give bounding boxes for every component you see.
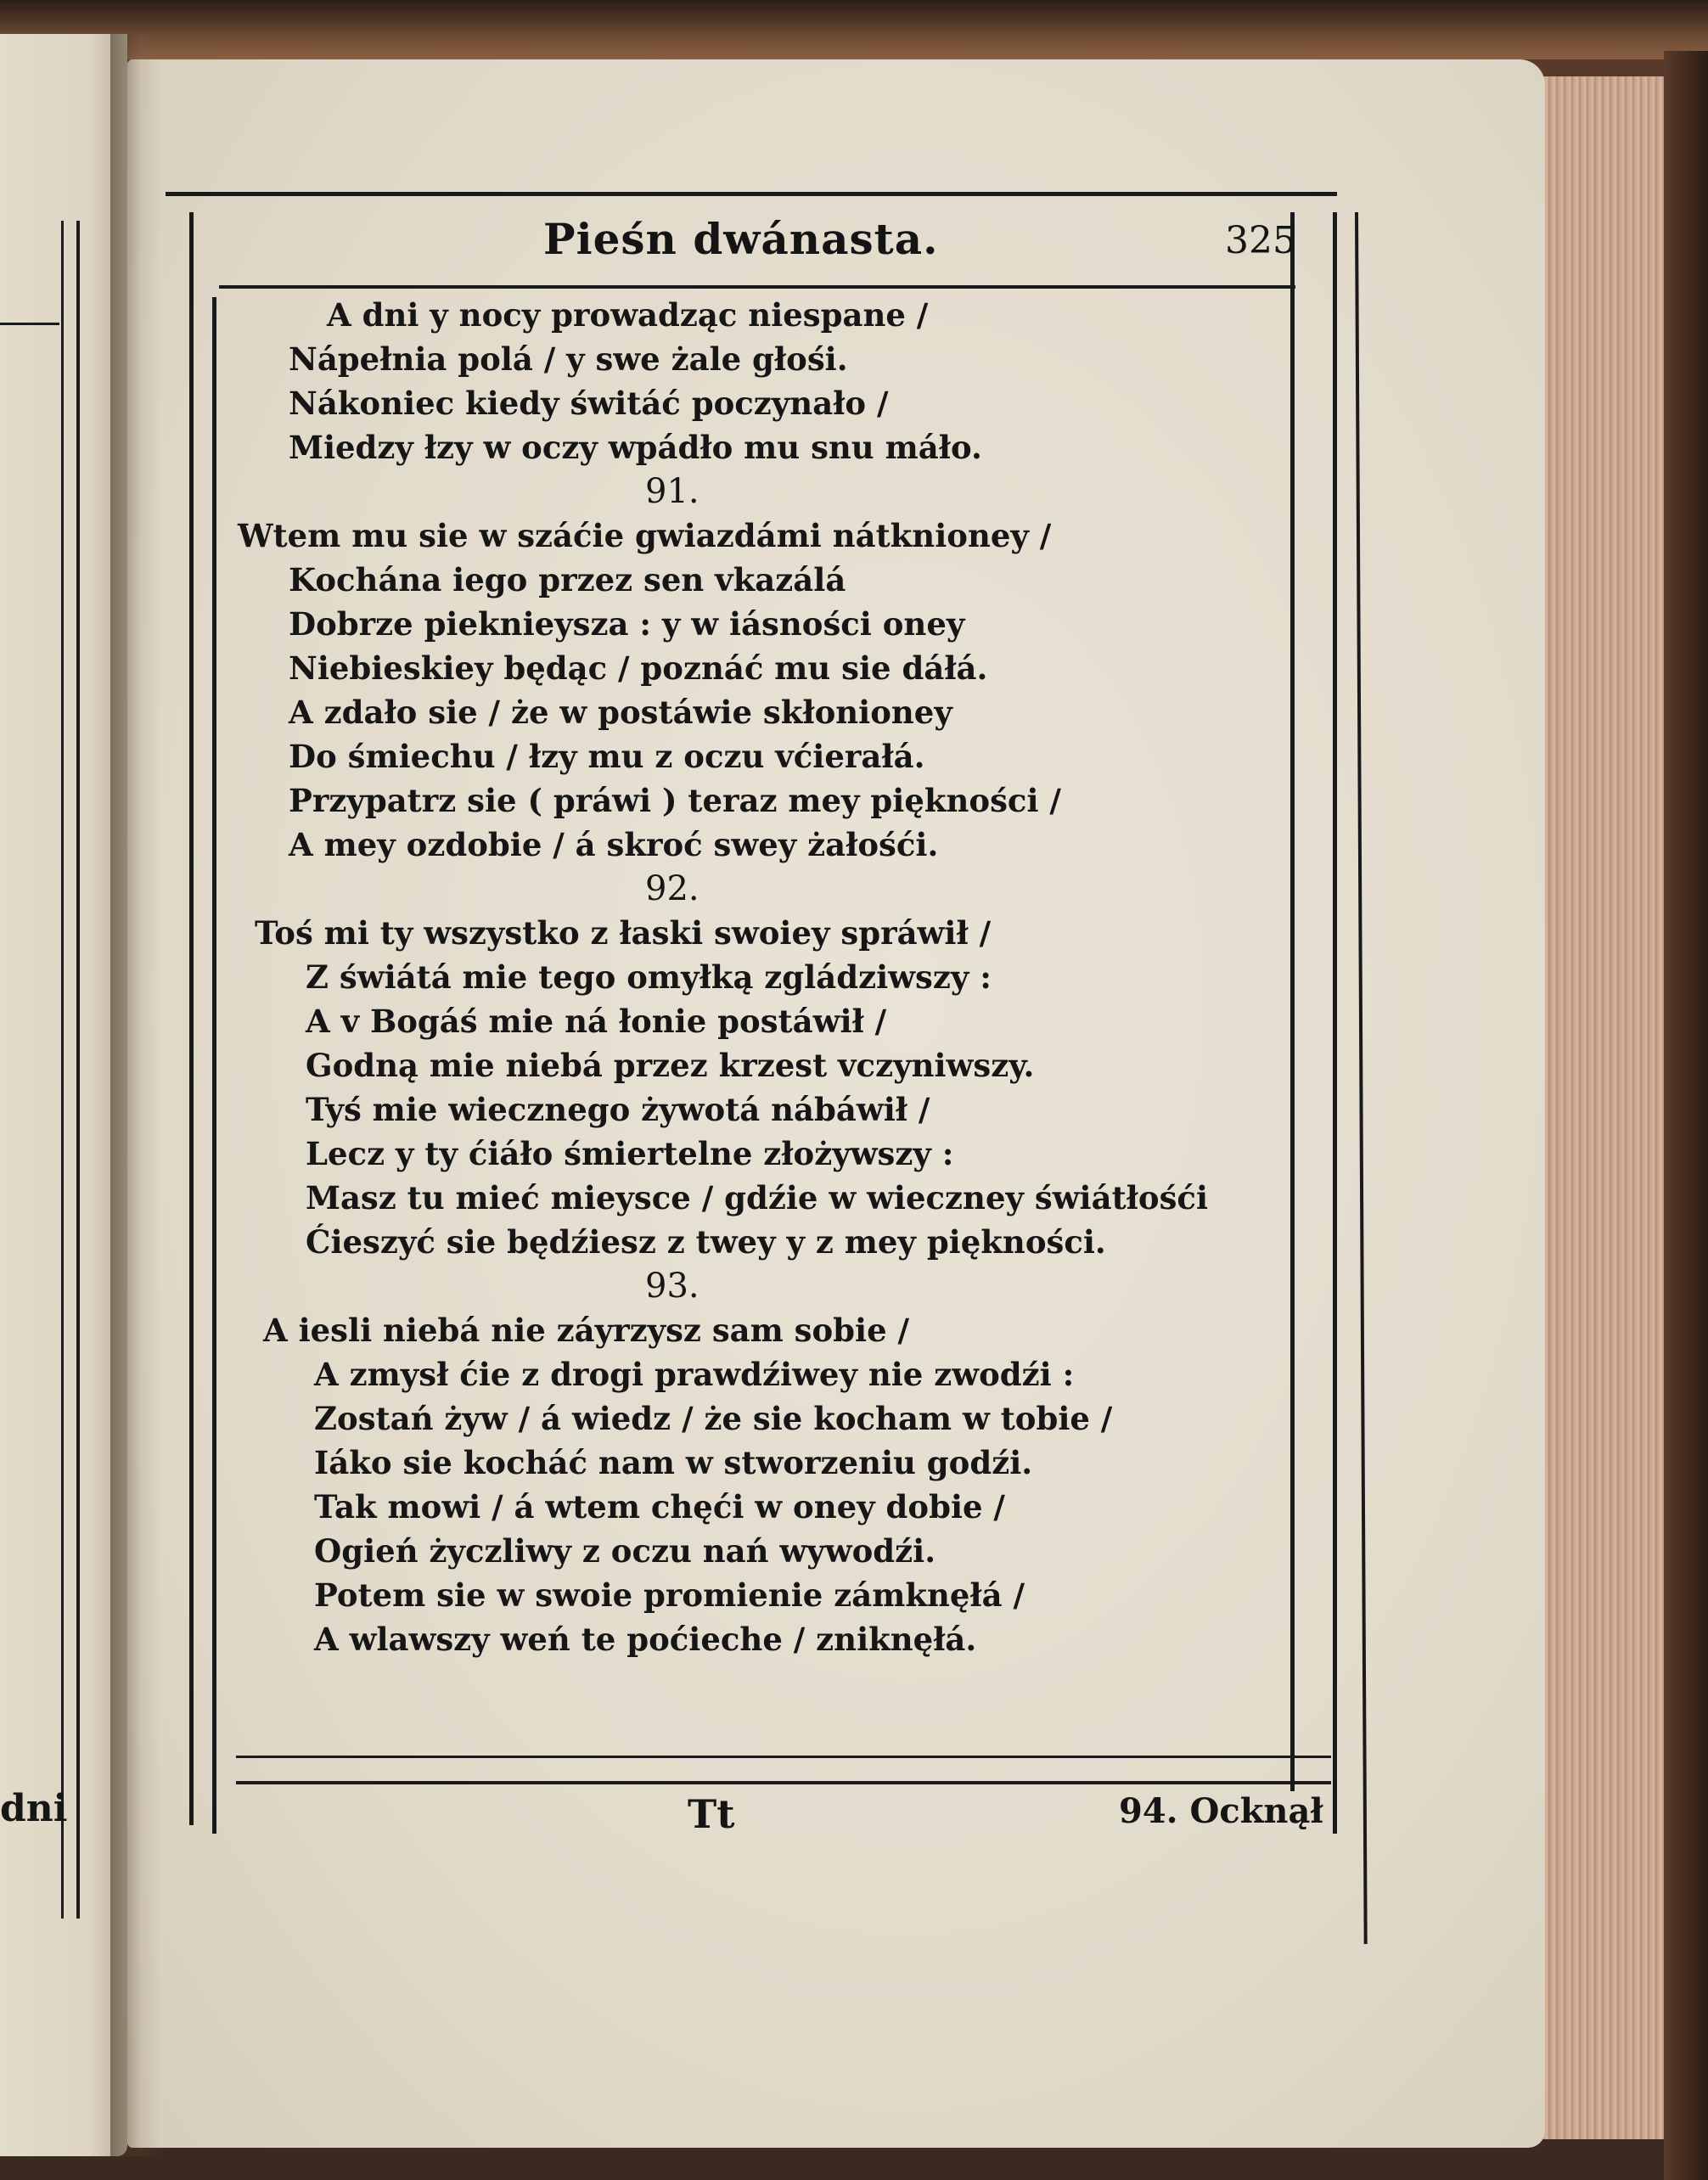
signature-mark: Tt (688, 1791, 735, 1837)
verse-line: Lecz y ty ćiáło śmiertelne złożywszy : (306, 1135, 954, 1172)
stanza-number: 92. (645, 869, 699, 908)
verse-line: Ogień życzliwy z oczu nań wywodźi. (314, 1532, 936, 1570)
frame-rule-right (1333, 212, 1337, 1834)
left-page-rule (76, 221, 80, 1919)
verse-line: Masz tu mieć mieysce / gdźie w wieczney świátłośći (306, 1179, 1209, 1216)
left-page-rule (0, 323, 59, 325)
verse-line: Potem sie w swoie promienie zámknęłá / (314, 1576, 1025, 1614)
running-title: Pieśn dwánasta. (543, 214, 939, 264)
page-number: 325 (1225, 219, 1296, 262)
verse-line: Z świátá mie tego omyłką zgládziwszy : (306, 958, 992, 996)
verse-line: A wlawszy weń te poćieche / zniknęłá. (314, 1621, 977, 1658)
verse-line: Nápełnia polá / y swe żale głośi. (289, 340, 848, 378)
footer-rule (236, 1781, 1331, 1784)
verse-line: Dobrze pieknieysza : y w iásności oney (289, 605, 965, 643)
verse-line: Przypatrz sie ( práwi ) teraz mey piękności / (289, 782, 1061, 819)
verse-line: Iáko sie kocháć nam w stworzeniu godźi. (314, 1444, 1033, 1481)
frame-rule-top (166, 192, 1337, 196)
verse-line: Kochána iego przez sen vkazálá (289, 561, 846, 598)
left-page (0, 34, 127, 2156)
footer-rule (236, 1756, 1331, 1758)
left-page-rule (61, 221, 64, 1919)
stanza-number: 91. (645, 472, 699, 511)
catchword: 94. Ocknął (1119, 1791, 1323, 1831)
verse-line: Do śmiechu / łzy mu z oczu vćierałá. (289, 738, 925, 775)
header-rule (219, 285, 1295, 289)
verse-line: A zmysł ćie z drogi prawdźiwey nie zwodźi : (314, 1356, 1075, 1393)
verse-line: Ćieszyć sie będźiesz z twey y z mey piękności. (306, 1223, 1106, 1261)
verse-line: Wtem mu sie w száćie gwiazdámi nátknioney / (238, 517, 1052, 554)
verse-line: Miedzy łzy w oczy wpádło mu snu máło. (289, 429, 982, 466)
verse-line: Toś mi ty wszystko z łaski swoiey spráwił / (255, 914, 992, 952)
frame-rule-left (189, 212, 194, 1825)
book-binding (0, 0, 1708, 59)
stanza-number: 93. (645, 1267, 699, 1306)
verse-line: A mey ozdobie / á skroć swey żałośći. (289, 826, 939, 863)
cover-edge (1664, 51, 1708, 2180)
poem-text (238, 293, 1307, 1661)
verse-line: Zostań żyw / á wiedz / że sie kocham w tobie / (314, 1400, 1113, 1437)
verse-line: A dni y nocy prowadząc niespane / (327, 296, 929, 334)
verse-line: Niebieskiey będąc / poznáć mu sie dáłá. (289, 649, 988, 687)
gutter-shadow (110, 34, 161, 2156)
frame-rule-left-inner (212, 297, 216, 1834)
verse-line: Godną mie niebá przez krzest vczyniwszy. (306, 1047, 1035, 1084)
left-page-catchword: dni (0, 1787, 68, 1830)
verse-line: Nákoniec kiedy świtáć poczynało / (289, 385, 889, 422)
verse-line: A zdało sie / że w postáwie skłonioney (289, 694, 952, 731)
verse-line: A v Bogáś mie ná łonie postáwił / (306, 1003, 887, 1040)
verse-line: Tyś mie wiecznego żywotá nábáwił / (306, 1091, 930, 1128)
verse-line: Tak mowi / á wtem chęći w oney dobie / (314, 1488, 1005, 1525)
verse-line: A iesli niebá nie záyrzysz sam sobie / (263, 1312, 910, 1349)
